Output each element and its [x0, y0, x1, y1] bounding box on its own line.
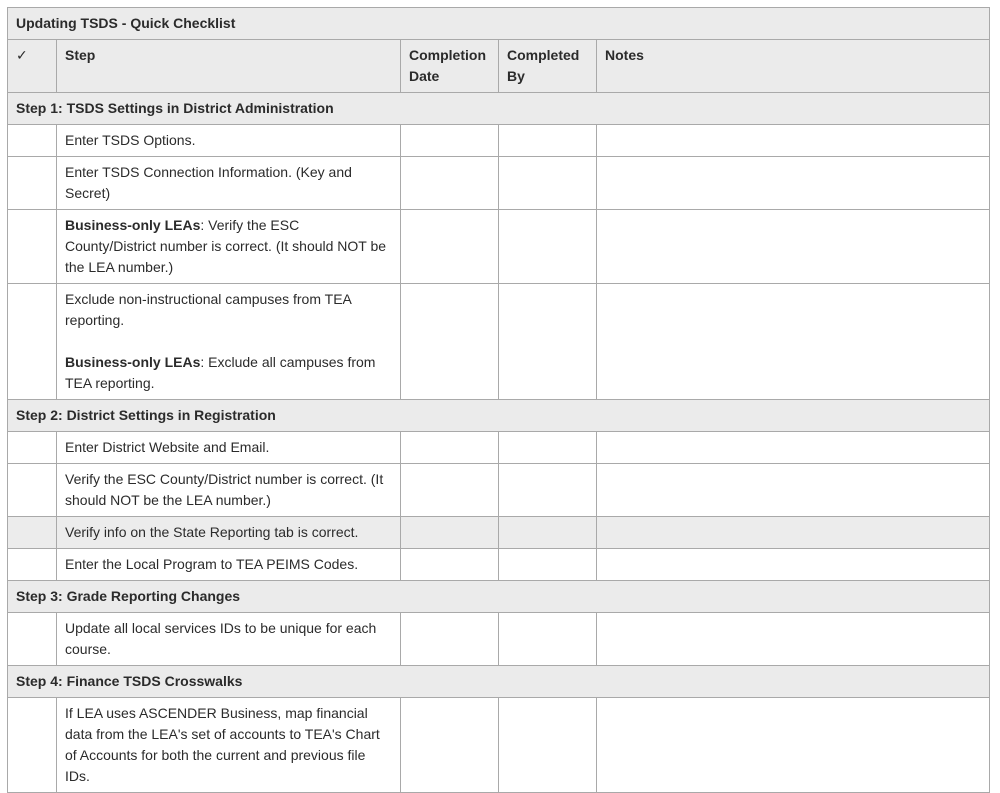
step-cell — [57, 613, 401, 666]
step-cell — [57, 210, 401, 284]
checklist-row — [8, 549, 990, 581]
section-row — [8, 581, 990, 613]
step-body: If LEA uses ASCENDER Business, map financial data from the LEA's set of accounts to TEA's Chart of Accounts for both the current and previous file IDs. — [65, 705, 380, 784]
notes-cell[interactable] — [597, 517, 990, 549]
step-body: : Verify the ESC County/District number is correct. (It should NOT be the LEA number.) — [65, 217, 387, 275]
step-header: Step — [57, 40, 401, 93]
completed-by-cell[interactable] — [499, 432, 597, 464]
completed-by-header: Completed By — [499, 40, 597, 93]
step-text — [65, 130, 392, 151]
completed-by-cell[interactable] — [499, 517, 597, 549]
completed-by-cell[interactable] — [499, 613, 597, 666]
step-text — [65, 618, 392, 660]
step-cell — [57, 517, 401, 549]
step-body: Enter District Website and Email. — [65, 439, 270, 455]
check-cell[interactable] — [8, 698, 57, 793]
step-text — [65, 703, 392, 787]
notes-cell[interactable] — [597, 157, 990, 210]
completion-date-cell[interactable] — [401, 698, 499, 793]
completed-by-cell[interactable] — [499, 549, 597, 581]
completion-date-cell[interactable] — [401, 549, 499, 581]
checklist-row — [8, 125, 990, 157]
check-cell[interactable] — [8, 284, 57, 400]
check-header — [8, 40, 57, 93]
check-cell[interactable] — [8, 125, 57, 157]
step-cell — [57, 464, 401, 517]
step-body: Update all local services IDs to be unique for each course. — [65, 620, 377, 657]
step-bold-label: Business-only LEAs — [65, 354, 201, 370]
table-title: Updating TSDS - Quick Checklist — [8, 8, 990, 40]
step-cell — [57, 125, 401, 157]
step-text — [65, 162, 392, 204]
notes-cell[interactable] — [597, 549, 990, 581]
step-body: Verify info on the State Reporting tab is correct. — [65, 524, 359, 540]
table-title-row — [8, 8, 990, 40]
step-text — [65, 215, 392, 278]
completed-by-cell[interactable] — [499, 157, 597, 210]
step-bold-label: Business-only LEAs — [65, 217, 201, 233]
checklist-row — [8, 210, 990, 284]
checklist-row — [8, 698, 990, 793]
step-body: Exclude non-instructional campuses from TEA reporting. — [65, 291, 352, 328]
completed-by-cell[interactable] — [499, 125, 597, 157]
completion-date-cell[interactable] — [401, 125, 499, 157]
step-body: Enter TSDS Options. — [65, 132, 196, 148]
completed-by-cell[interactable] — [499, 210, 597, 284]
notes-cell[interactable] — [597, 613, 990, 666]
checkmark-icon: ✓ — [16, 48, 28, 64]
completed-by-cell[interactable] — [499, 284, 597, 400]
completion-date-cell[interactable] — [401, 517, 499, 549]
step-text — [65, 522, 392, 543]
completed-by-cell[interactable] — [499, 464, 597, 517]
step-body: : Exclude all campuses from TEA reporting. — [65, 354, 376, 391]
check-cell[interactable] — [8, 549, 57, 581]
checklist-row — [8, 517, 990, 549]
step-text — [65, 437, 392, 458]
completion-date-cell[interactable] — [401, 432, 499, 464]
check-cell[interactable] — [8, 464, 57, 517]
step-cell — [57, 549, 401, 581]
notes-cell[interactable] — [597, 464, 990, 517]
step-body: Enter TSDS Connection Information. (Key and Secret) — [65, 164, 352, 201]
checklist-row — [8, 432, 990, 464]
step-text — [65, 554, 392, 575]
section-row — [8, 400, 990, 432]
checklist-row — [8, 464, 990, 517]
notes-cell[interactable] — [597, 125, 990, 157]
step-text-secondary — [65, 352, 392, 394]
notes-cell[interactable] — [597, 432, 990, 464]
step-text — [65, 469, 392, 511]
checklist-container — [7, 7, 990, 793]
check-cell[interactable] — [8, 432, 57, 464]
section-title: Step 4: Finance TSDS Crosswalks — [8, 666, 990, 698]
header-row — [8, 40, 990, 93]
section-title: Step 3: Grade Reporting Changes — [8, 581, 990, 613]
section-row — [8, 93, 990, 125]
step-text — [65, 289, 392, 331]
section-title: Step 1: TSDS Settings in District Administration — [8, 93, 990, 125]
completed-by-cell[interactable] — [499, 698, 597, 793]
notes-cell[interactable] — [597, 210, 990, 284]
check-cell[interactable] — [8, 517, 57, 549]
completion-date-cell[interactable] — [401, 157, 499, 210]
step-cell — [57, 284, 401, 400]
completion-date-header: Completion Date — [401, 40, 499, 93]
completion-date-cell[interactable] — [401, 284, 499, 400]
completion-date-cell[interactable] — [401, 613, 499, 666]
step-cell — [57, 432, 401, 464]
step-cell — [57, 157, 401, 210]
step-body: Enter the Local Program to TEA PEIMS Codes. — [65, 556, 359, 572]
completion-date-cell[interactable] — [401, 464, 499, 517]
check-cell[interactable] — [8, 157, 57, 210]
section-row — [8, 666, 990, 698]
section-title: Step 2: District Settings in Registration — [8, 400, 990, 432]
notes-cell[interactable] — [597, 284, 990, 400]
step-body: Verify the ESC County/District number is correct. (It should NOT be the LEA number.) — [65, 471, 384, 508]
completion-date-cell[interactable] — [401, 210, 499, 284]
check-cell[interactable] — [8, 613, 57, 666]
check-cell[interactable] — [8, 210, 57, 284]
step-cell — [57, 698, 401, 793]
notes-cell[interactable] — [597, 698, 990, 793]
checklist-row — [8, 157, 990, 210]
checklist-table — [7, 7, 990, 793]
checklist-row — [8, 284, 990, 400]
notes-header: Notes — [597, 40, 990, 93]
checklist-row — [8, 613, 990, 666]
